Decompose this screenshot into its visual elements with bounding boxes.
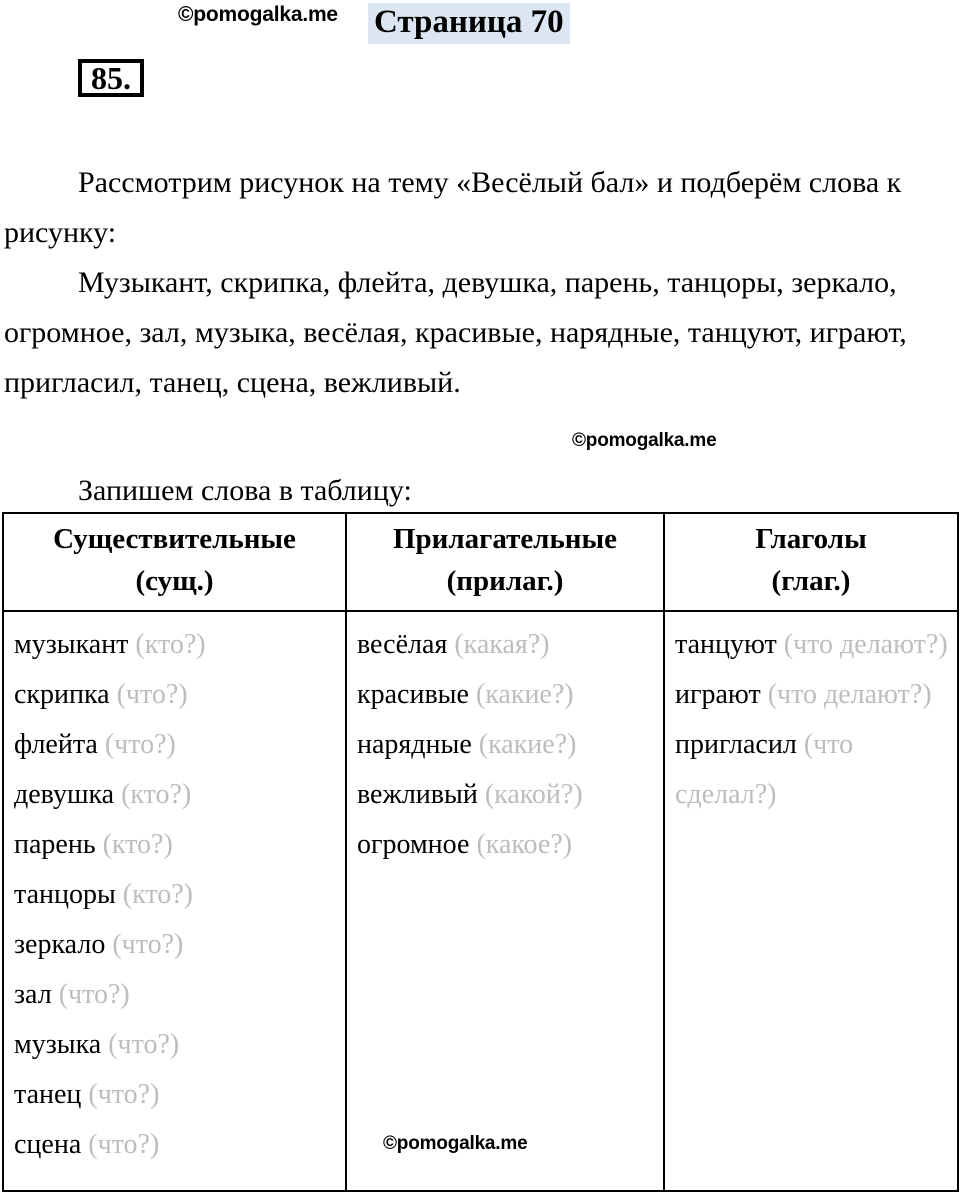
table-header-adjectives-line1: Прилагательные [392,523,618,555]
word-question: (какая?) [447,629,550,660]
table-header-verbs-line2: (глаг.) [771,565,851,597]
page-title: Страница 70 [368,3,570,44]
word-entry [357,620,657,670]
word-text: огромное [357,829,470,860]
word-question: (что сделал?) [675,729,854,810]
word-text: танцуют [675,629,777,660]
word-question: (что?) [105,929,184,960]
word-text: пригласил [675,729,797,760]
verb-list [675,620,951,820]
word-question: (кто?) [115,879,193,910]
word-text: девушка [14,779,115,810]
word-entry [357,820,657,870]
word-entry [14,920,339,970]
word-text: зеркало [14,929,106,960]
word-question: (какие?) [471,729,577,760]
word-text: скрипка [14,679,110,710]
word-text: сцена [14,1129,82,1160]
word-text: музыкант [14,629,129,660]
word-text: нарядные [357,729,472,760]
watermark-bottom: ©pomogalka.me [383,1133,528,1154]
word-text: играют [675,679,761,710]
table-body-row [3,611,958,1191]
word-entry [14,770,339,820]
word-entry [357,670,657,720]
table-header-nouns [3,513,346,611]
table-intro-text: Запишем слова в таблицу: [78,474,412,507]
table-header-nouns-line2: (сущ.) [135,565,214,597]
word-entry [14,1070,339,1120]
word-text: красивые [357,679,469,710]
table-header-row [3,513,958,611]
word-text: парень [14,829,96,860]
watermark-top: ©pomogalka.me [178,3,338,26]
word-classification-table [2,512,959,1192]
word-text: зал [14,979,52,1010]
table-header-verbs [664,513,958,611]
table-header-adjectives-line2: (прилаг.) [446,565,564,597]
word-question: (что?) [81,1079,160,1110]
word-entry [675,720,951,820]
exercise-number-box: 85. [78,59,144,97]
word-entry [14,1120,339,1170]
word-text: музыка [14,1029,102,1060]
table-cell-nouns [3,611,346,1191]
word-entry [14,970,339,1020]
table-cell-adjectives [346,611,664,1191]
table-cell-verbs [664,611,958,1191]
word-text: флейта [14,729,98,760]
word-text: весёлая [357,629,448,660]
watermark-middle: ©pomogalka.me [572,430,717,451]
table-header-adjectives [346,513,664,611]
table-header-verbs-line1: Глаголы [755,523,867,555]
adjective-list [357,620,657,870]
word-question: (что?) [97,729,176,760]
word-entry [675,670,951,720]
word-entry [14,870,339,920]
word-question: (какое?) [469,829,573,860]
word-question: (что делают?) [760,679,932,710]
word-entry [357,770,657,820]
word-entry [675,620,951,670]
word-question: (кто?) [128,629,206,660]
word-question: (что?) [81,1129,160,1160]
word-text: танец [14,1079,82,1110]
word-entry [14,670,339,720]
word-text: танцоры [14,879,116,910]
word-question: (кто?) [114,779,192,810]
word-entry [357,720,657,770]
body-paragraph-2: Музыкант, скрипка, флейта, девушка, парень, танцоры, зеркало, огромное, зал, музыка, весёлая, красивые, нарядные, танцуют, играют, пригласил, танец, сцена, вежливый. [4,266,907,399]
noun-list [14,620,339,1170]
word-entry [14,820,339,870]
word-text: вежливый [357,779,478,810]
body-text [4,158,952,408]
word-question: (что?) [101,1029,180,1060]
word-question: (какие?) [468,679,574,710]
body-paragraph-1: Рассмотрим рисунок на тему «Весёлый бал» и подберём слова к рисунку: [4,166,902,249]
word-question: (что?) [51,979,130,1010]
word-question: (кто?) [95,829,173,860]
word-entry [14,1020,339,1070]
word-question: (что?) [109,679,188,710]
word-question: (какой?) [477,779,583,810]
word-question: (что делают?) [776,629,948,660]
table-header-nouns-line1: Существительные [53,523,296,555]
word-entry [14,620,339,670]
word-entry [14,720,339,770]
